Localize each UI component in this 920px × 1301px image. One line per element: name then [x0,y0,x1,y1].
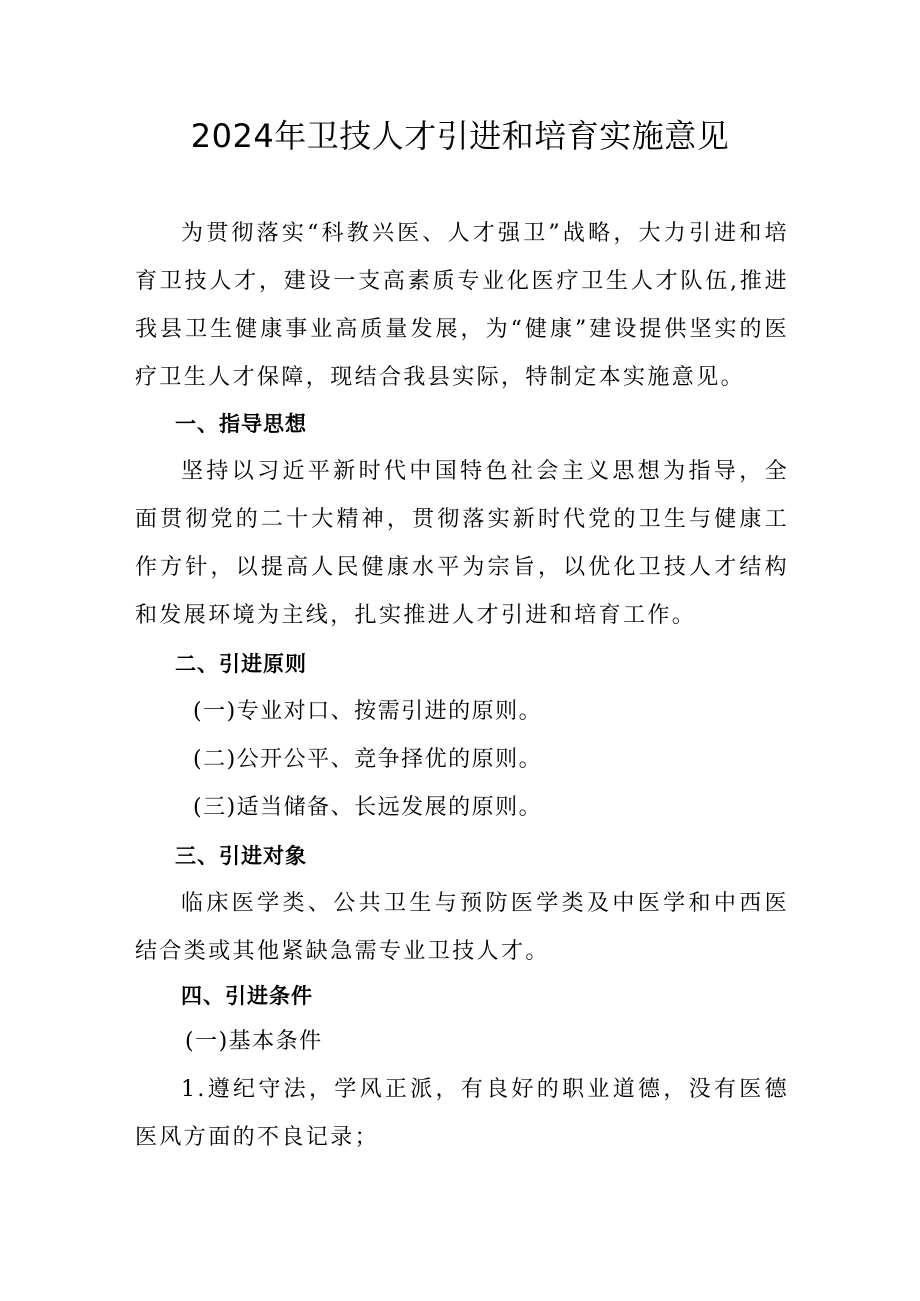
guiding-thought-paragraph: 坚持以习近平新时代中国特色社会主义思想为指导，全面贯彻党的二十大精神，贯彻落实新时代党的卫生与健康工作方针，以提高人民健康水平为宗旨，以优化卫技人才结构和发展环境为主线，扎实推进人才引进和培育工作。 [135,459,789,628]
intro-paragraph: 为贯彻落实“科教兴医、人才强卫”战略，大力引进和培育卫技人才，建设一支高素质专业化医疗卫生人才队伍,推进我县卫生健康事业高质量发展，为“健康”建设提供坚实的医疗卫生人才保障，现结合我县实际，特制定本实施意见。 [135,221,789,390]
section-heading-guiding-thought: 一、指导思想 [175,412,307,436]
condition-item-1: 1.遵纪守法，学风正派，有良好的职业道德，没有医德医风方面的不良记录； [135,1077,789,1150]
section-heading-conditions: 四、引进条件 [181,984,313,1008]
principle-item-3: (三)适当储备、长远发展的原则。 [193,795,543,820]
targets-paragraph: 临床医学类、公共卫生与预防医学类及中医学和中西医结合类或其他紧缺急需专业卫技人才。 [135,891,789,964]
conditions-subheading: (一)基本条件 [185,1029,323,1054]
principle-item-2: (二)公开公平、竞争择优的原则。 [193,747,543,772]
section-heading-targets: 三、引进对象 [175,844,307,868]
principle-item-1: (一)专业对口、按需引进的原则。 [193,699,543,724]
section-heading-principles: 二、引进原则 [175,652,307,676]
document-title: 2024年卫技人才引进和培育实施意见 [190,117,730,155]
